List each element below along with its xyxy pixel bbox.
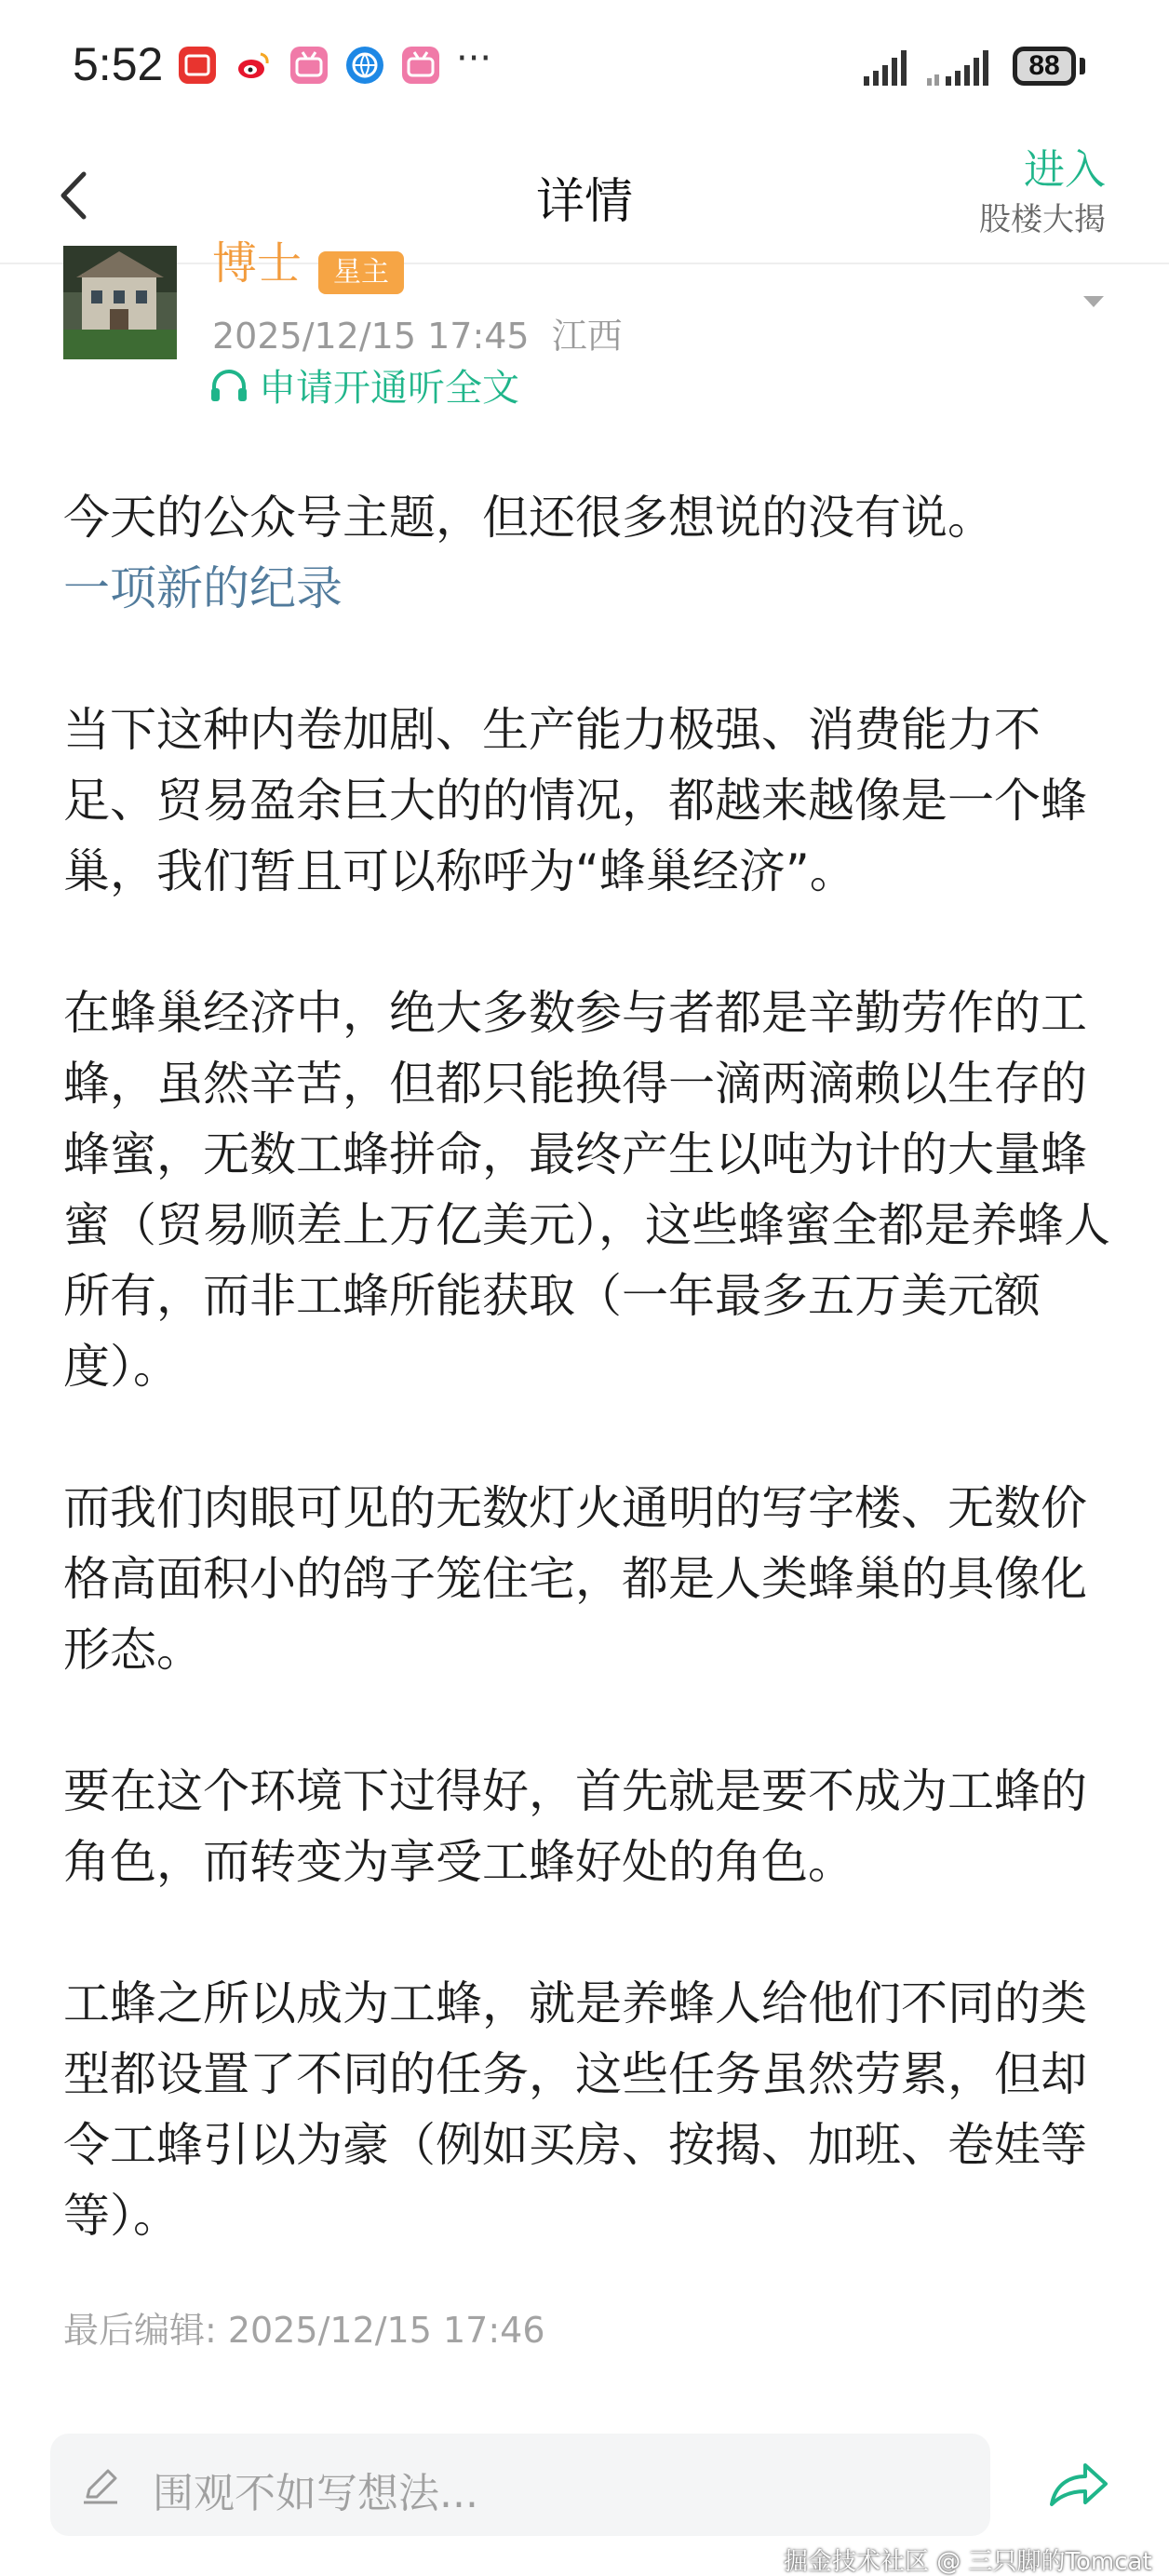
nav-bar	[0, 130, 1169, 264]
browser-icon	[346, 47, 383, 84]
group-name: 股楼大揭	[979, 201, 1106, 238]
page-title: 详情	[535, 174, 633, 230]
weibo-icon	[235, 47, 272, 84]
share-arrow-icon	[1046, 2458, 1111, 2514]
enter-label: 进入	[1024, 146, 1106, 194]
author-header	[0, 237, 1169, 413]
headphones-icon	[208, 366, 249, 403]
post-paragraph: 工蜂之所以成为工蜂，就是养蜂人给他们不同的类型都设置了不同的任务，这些任务虽然劳累，但却令工蜂引以为豪（例如买房、按揭、加班、卷娃等等）。	[63, 1976, 1087, 2243]
bilibili-icon	[402, 47, 439, 84]
red-app-icon	[179, 47, 216, 84]
battery-indicator: 88	[1013, 47, 1076, 86]
signal-icon	[927, 47, 996, 86]
post-paragraph	[63, 482, 1115, 624]
post-content	[63, 482, 1115, 2322]
last-edited: 最后编辑: 2025/12/15 17:46	[63, 2310, 545, 2351]
post-paragraph: 而我们肉眼可见的无数灯火通明的写字楼、无数价格高面积小的鸽子笼住宅，都是人类蜂巢的具像化形态。	[63, 1481, 1087, 1677]
share-button[interactable]	[1046, 2458, 1111, 2514]
battery-tip	[1080, 58, 1085, 74]
post-datetime: 2025/12/15 17:45	[212, 316, 530, 357]
pencil-icon	[78, 2463, 123, 2508]
caret-down-icon[interactable]	[1080, 292, 1108, 311]
status-bar	[0, 0, 1169, 130]
status-time: 5:52	[73, 38, 164, 90]
avatar[interactable]	[63, 246, 177, 359]
post-paragraph: 在蜂巢经济中，绝大多数参与者都是辛勤劳作的工蜂，虽然辛苦，但都只能换得一滴两滴赖以生存的蜂蜜，无数工蜂拼命，最终产生以吨为计的大量蜂蜜（贸易顺差上万亿美元），这些蜂蜜全都是养蜂人所有，而非工蜂所能获取（一年最多五万美元额度）。	[63, 986, 1110, 1394]
watermark: 掘金技术社区 @ 三只脚的Tomcat	[784, 2548, 1152, 2576]
post-text: 今天的公众号主题，但还很多想说的没有说。	[63, 491, 994, 545]
more-notifications-icon: ···	[456, 37, 492, 80]
author-name[interactable]: 博士	[212, 237, 302, 290]
post-location: 江西	[551, 316, 623, 357]
post-meta	[212, 307, 623, 358]
post-paragraph: 当下这种内卷加剧、生产能力极强、消费能力不足、贸易盈余巨大的的情况，都越来越像是一个蜂巢，我们暂且可以称呼为“蜂巢经济”。	[63, 703, 1087, 898]
article-link[interactable]: 一项新的纪录	[63, 561, 343, 615]
signal-icon	[864, 47, 914, 86]
owner-badge: 星主	[318, 251, 404, 294]
comment-placeholder: 围观不如写想法...	[153, 2470, 478, 2517]
listen-text: 申请开通听全文	[259, 366, 519, 410]
post-paragraph: 要在这个环境下过得好，首先就是要不成为工蜂的角色，而转变为享受工蜂好处的角色。	[63, 1764, 1087, 1889]
enter-group-button[interactable]	[979, 143, 1106, 242]
comment-input[interactable]	[50, 2434, 990, 2536]
bilibili-icon	[290, 47, 328, 84]
listen-full-text-button[interactable]	[208, 361, 519, 408]
